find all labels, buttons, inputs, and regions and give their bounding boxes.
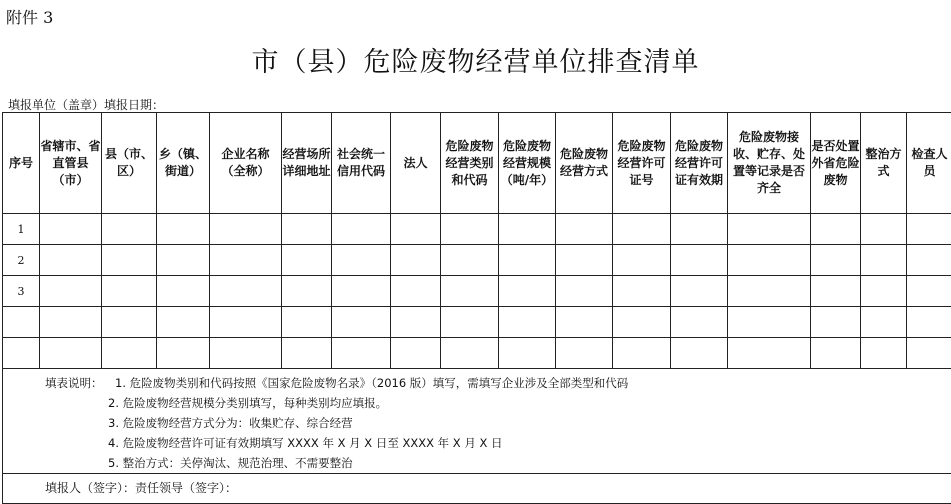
col-header: 危险废物经营许可证有效期 bbox=[671, 113, 728, 214]
table-cell[interactable] bbox=[861, 214, 907, 245]
table-cell[interactable] bbox=[613, 276, 671, 307]
col-header: 危险废物经营方式 bbox=[556, 113, 613, 214]
col-header: 社会统一信用代码 bbox=[332, 113, 391, 214]
table-cell[interactable] bbox=[391, 245, 441, 276]
table-cell[interactable] bbox=[210, 214, 282, 245]
table-cell[interactable] bbox=[210, 245, 282, 276]
table-row bbox=[3, 338, 951, 369]
col-header: 危险废物经营规模（吨/年） bbox=[499, 113, 556, 214]
table-cell[interactable] bbox=[282, 307, 332, 338]
row-number-cell[interactable] bbox=[3, 338, 40, 369]
table-cell[interactable] bbox=[40, 214, 102, 245]
table-cell[interactable] bbox=[728, 338, 811, 369]
table-cell[interactable] bbox=[613, 307, 671, 338]
signature-row bbox=[3, 474, 951, 504]
table-cell[interactable] bbox=[728, 245, 811, 276]
inspection-table bbox=[2, 112, 951, 504]
table-row bbox=[3, 245, 951, 276]
table-cell[interactable] bbox=[907, 338, 951, 369]
col-header: 经营场所详细地址 bbox=[282, 113, 332, 214]
table-cell[interactable] bbox=[811, 214, 861, 245]
col-header: 法人 bbox=[391, 113, 441, 214]
col-header: 危险废物经营类别和代码 bbox=[441, 113, 499, 214]
table-cell[interactable] bbox=[556, 307, 613, 338]
table-cell[interactable] bbox=[157, 214, 210, 245]
table-row bbox=[3, 214, 951, 245]
col-header: 县（市、区） bbox=[102, 113, 157, 214]
table-cell[interactable] bbox=[613, 214, 671, 245]
notes-cell bbox=[3, 369, 951, 474]
table-cell[interactable] bbox=[811, 276, 861, 307]
col-header: 危险废物经营许可证号 bbox=[613, 113, 671, 214]
table-cell[interactable] bbox=[40, 307, 102, 338]
table-cell[interactable] bbox=[40, 245, 102, 276]
col-header: 序号 bbox=[3, 113, 40, 214]
table-cell[interactable] bbox=[861, 245, 907, 276]
table-cell[interactable] bbox=[671, 276, 728, 307]
col-header: 企业名称（全称） bbox=[210, 113, 282, 214]
note-item: 4. 危险废物经营许可证有效期填写 XXXX 年 X 月 X 日至 XXXX 年 X 月 X 日 bbox=[3, 433, 951, 453]
table-cell[interactable] bbox=[102, 245, 157, 276]
col-header: 省辖市、省直管县（市） bbox=[40, 113, 102, 214]
header-row bbox=[3, 113, 951, 214]
table-cell[interactable] bbox=[441, 338, 499, 369]
table-cell[interactable] bbox=[282, 276, 332, 307]
table-cell[interactable] bbox=[391, 276, 441, 307]
notes-lead: 填表说明： bbox=[3, 373, 115, 393]
notes-row bbox=[3, 369, 951, 474]
row-number-cell[interactable]: 3 bbox=[3, 276, 40, 307]
table-cell[interactable] bbox=[907, 307, 951, 338]
table-row bbox=[3, 307, 951, 338]
table-cell[interactable] bbox=[391, 307, 441, 338]
table-cell[interactable] bbox=[441, 245, 499, 276]
table-cell[interactable] bbox=[861, 276, 907, 307]
fill-unit-date-label: 填报单位（盖章）填报日期： bbox=[8, 96, 164, 113]
col-header: 危险废物接收、贮存、处置等记录是否齐全 bbox=[728, 113, 811, 214]
table-cell[interactable] bbox=[332, 276, 391, 307]
table-cell[interactable] bbox=[499, 276, 556, 307]
table-cell[interactable] bbox=[556, 276, 613, 307]
table-cell[interactable] bbox=[332, 307, 391, 338]
signature-cell bbox=[3, 474, 951, 504]
table-cell[interactable] bbox=[907, 245, 951, 276]
table-cell[interactable] bbox=[671, 307, 728, 338]
table-cell[interactable] bbox=[102, 338, 157, 369]
table-cell[interactable] bbox=[556, 214, 613, 245]
table-cell[interactable] bbox=[907, 276, 951, 307]
table-cell[interactable] bbox=[102, 307, 157, 338]
table-cell[interactable] bbox=[907, 214, 951, 245]
table-cell[interactable] bbox=[671, 245, 728, 276]
table-cell[interactable] bbox=[157, 245, 210, 276]
table-cell[interactable] bbox=[102, 276, 157, 307]
note-item: 5. 整治方式：关停淘汰、规范治理、不需要整治 bbox=[3, 453, 951, 473]
page-title: 市（县）危险废物经营单位排查清单 bbox=[0, 40, 951, 79]
table-cell[interactable] bbox=[102, 214, 157, 245]
table-cell[interactable] bbox=[210, 276, 282, 307]
table-cell[interactable] bbox=[671, 214, 728, 245]
table-cell[interactable] bbox=[556, 338, 613, 369]
table-cell[interactable] bbox=[811, 245, 861, 276]
signature-label: 填报人（签字）：责任领导（签字）： bbox=[3, 481, 237, 495]
col-header: 整治方式 bbox=[861, 113, 907, 214]
table-cell[interactable] bbox=[811, 307, 861, 338]
table-cell[interactable] bbox=[332, 214, 391, 245]
table-row bbox=[3, 276, 951, 307]
col-header: 检查人员 bbox=[907, 113, 951, 214]
note-item: 3. 危险废物经营方式分为：收集贮存、综合经营 bbox=[3, 413, 951, 433]
table-cell[interactable] bbox=[210, 338, 282, 369]
table-cell[interactable] bbox=[499, 245, 556, 276]
table-cell[interactable] bbox=[728, 307, 811, 338]
col-header: 乡（镇、街道） bbox=[157, 113, 210, 214]
table-cell[interactable] bbox=[391, 214, 441, 245]
table-cell[interactable] bbox=[40, 276, 102, 307]
table-cell[interactable] bbox=[499, 307, 556, 338]
table-cell[interactable] bbox=[332, 245, 391, 276]
table-cell[interactable] bbox=[210, 307, 282, 338]
table-cell[interactable] bbox=[671, 338, 728, 369]
table-cell[interactable] bbox=[157, 276, 210, 307]
table-cell[interactable] bbox=[613, 245, 671, 276]
row-number-cell[interactable] bbox=[3, 307, 40, 338]
table-cell[interactable] bbox=[391, 338, 441, 369]
table-cell[interactable] bbox=[728, 214, 811, 245]
table-cell[interactable] bbox=[861, 307, 907, 338]
col-header: 是否处置外省危险废物 bbox=[811, 113, 861, 214]
table-cell[interactable] bbox=[556, 245, 613, 276]
table-cell[interactable] bbox=[441, 214, 499, 245]
row-number-cell[interactable]: 1 bbox=[3, 214, 40, 245]
row-number-cell[interactable]: 2 bbox=[3, 245, 40, 276]
note-item: 1. 危险废物类别和代码按照《国家危险废物名录》（2016 版）填写，需填写企业涉及全部类型和代码 bbox=[115, 376, 628, 390]
table-cell[interactable] bbox=[157, 338, 210, 369]
table-cell[interactable] bbox=[282, 214, 332, 245]
note-item: 2. 危险废物经营规模分类别填写，每种类别均应填报。 bbox=[3, 393, 951, 413]
table-cell[interactable] bbox=[157, 307, 210, 338]
table-cell[interactable] bbox=[282, 338, 332, 369]
table-cell[interactable] bbox=[728, 276, 811, 307]
table-cell[interactable] bbox=[40, 338, 102, 369]
table-cell[interactable] bbox=[811, 338, 861, 369]
table-cell[interactable] bbox=[861, 338, 907, 369]
table-cell[interactable] bbox=[441, 276, 499, 307]
table-cell[interactable] bbox=[441, 307, 499, 338]
table-cell[interactable] bbox=[332, 338, 391, 369]
table-cell[interactable] bbox=[499, 214, 556, 245]
table-cell[interactable] bbox=[282, 245, 332, 276]
table-cell[interactable] bbox=[499, 338, 556, 369]
attachment-label: 附件 3 bbox=[6, 5, 53, 28]
table-cell[interactable] bbox=[613, 338, 671, 369]
